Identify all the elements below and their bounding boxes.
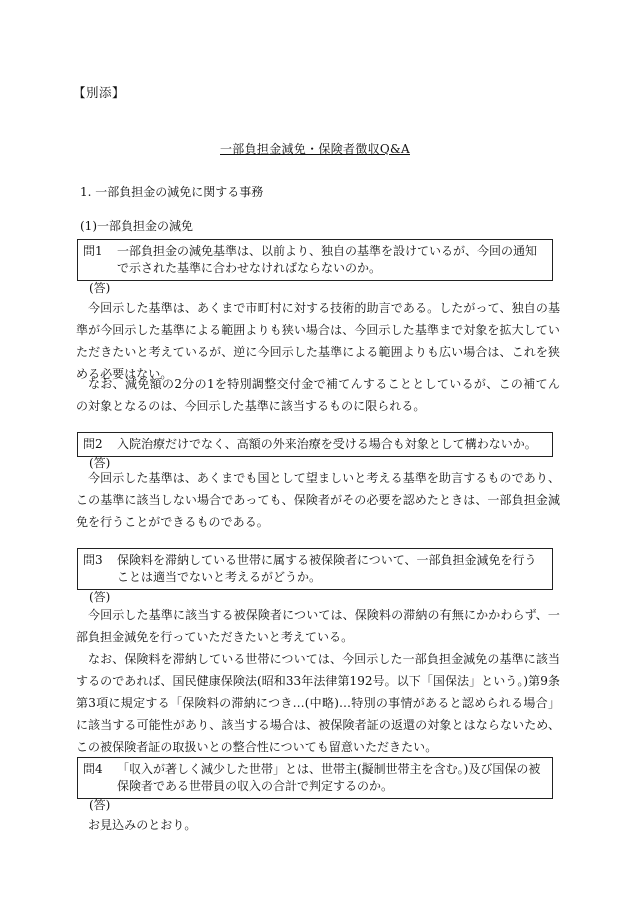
answer-paragraph: お見込みのとおり。	[88, 818, 197, 832]
section-heading: 1. 一部負担金の減免に関する事務	[80, 185, 264, 199]
annex-label: 【別添】	[73, 85, 126, 100]
answer-paragraph: 今回示した基準は、あくまで市町村に対する技術的助言である。したがって、独自の基準が今回示した基準による範囲よりも狭い場合は、今回示した基準まで対象を拡大していただきたいと考えているが、逆に今回示した基準による範囲よりも広い場合は、これを狭める必要はない。	[76, 301, 560, 381]
question-box-3	[77, 548, 553, 590]
question-number: 問1	[83, 244, 103, 258]
question-number: 問4	[83, 762, 103, 776]
answer-paragraph: なお、保険料を滞納している世帯については、今回示した一部負担金減免の基準に該当するのであれば、国民健康保険法(昭和33年法律第192号。以下「国保法」という。)第9条第3項に規定する「保険料の滞納につき…(中略)…特別の事情があると認められる場合」に該当する可能性があり、該当する場合は、被保険者証の返還の対象とはならないため、この被保険者証の取扱いとの整合性についても留意いただきたい。	[76, 652, 560, 754]
question-text: 「収入が著しく減少した世帯」とは、世帯主(擬制世帯主を含む。)及び国保の被保険者である世帯員の収入の合計で判定するのか。	[117, 762, 541, 793]
document-title	[0, 141, 630, 158]
answer-label: (答)	[89, 456, 111, 470]
subsection-heading: (1)一部負担金の減免	[80, 219, 193, 233]
answer-label: (答)	[89, 798, 111, 812]
question-text: 保険料を滞納している世帯に属する被保険者について、一部負担金減免を行うことは適当でないと考えるがどうか。	[117, 553, 537, 584]
question-box-2	[77, 432, 553, 457]
answer-paragraph: 今回示した基準は、あくまでも国として望ましいと考える基準を助言するものであり、この基準に該当しない場合であっても、保険者がその必要を認めたときは、一部負担金減免を行うことができるものである。	[76, 471, 560, 529]
answer-label: (答)	[89, 590, 111, 604]
answer-paragraph: なお、減免額の2分の1を特別調整交付金で補てんすることとしているが、この補てんの対象となるのは、今回示した基準に該当するものに限られる。	[76, 377, 560, 413]
answer-label: (答)	[89, 281, 111, 295]
answer-paragraph: 今回示した基準に該当する被保険者については、保険料の滞納の有無にかかわらず、一部負担金減免を行っていただきたいと考えている。	[76, 608, 560, 644]
document-title-text: 一部負担金減免・保険者徴収Q&A	[220, 142, 410, 156]
question-text: 一部負担金の減免基準は、以前より、独自の基準を設けているが、今回の通知で示された基準に合わせなければならないのか。	[117, 244, 538, 275]
question-number: 問3	[83, 553, 103, 567]
question-text: 入院治療だけでなく、高額の外来治療を受ける場合も対象として構わないか。	[117, 437, 537, 451]
question-box-4	[77, 757, 553, 799]
question-number: 問2	[83, 437, 103, 451]
question-box-1	[77, 239, 553, 281]
